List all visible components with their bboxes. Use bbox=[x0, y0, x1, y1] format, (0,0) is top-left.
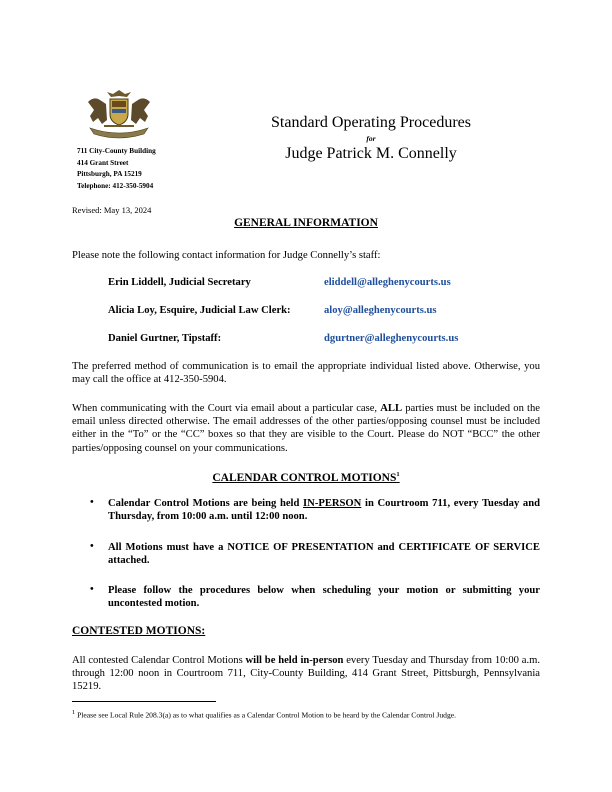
title-for: for bbox=[366, 134, 376, 143]
staff-email-link[interactable]: eliddell@alleghenycourts.us bbox=[324, 277, 451, 288]
bullet-icon: • bbox=[90, 497, 94, 508]
calendar-control-heading bbox=[72, 471, 540, 484]
contested-text: All contested Calendar Control Motions bbox=[72, 655, 246, 666]
office-address bbox=[77, 146, 156, 192]
staff-email-link[interactable]: dgurtner@alleghenycourts.us bbox=[324, 333, 459, 344]
address-line: Telephone: 412-350-5904 bbox=[77, 181, 154, 190]
email-instructions-paragraph bbox=[72, 402, 540, 455]
bullet-icon: • bbox=[90, 584, 94, 595]
bullet-text: All Motions must have a NOTICE OF PRESENTATION and CERTIFICATE OF SERVICE attached. bbox=[108, 542, 540, 567]
contested-text: every Tuesday and Thursday from 10:00 a.m. through 12:00 noon in Courtroom 711, City-County Building, 414 Grant Street, Pittsburgh, Pennsylvania 15219. bbox=[72, 655, 541, 693]
staff-intro: Please note the following contact information for Judge Connelly’s staff: bbox=[72, 250, 381, 261]
general-info-heading: GENERAL INFORMATION bbox=[234, 217, 378, 229]
contested-emphasis: will be held in-person bbox=[245, 655, 344, 666]
contested-motions-heading bbox=[72, 625, 205, 637]
email-para-text: parties must be included on the email unless directed otherwise. The email addresses of the other parties/opposing counsel must be included either in the “To” or the “CC” boxes so that they are visible to the Court. Please do NOT “BCC” the other parties/opposing counsel on your communications. bbox=[72, 403, 540, 454]
communication-method-paragraph: The preferred method of communication is to email the appropriate individual listed above. Otherwise, you may call the office at 412-350-5904. bbox=[72, 361, 540, 386]
staff-name: Daniel Gurtner, Tipstaff: bbox=[108, 333, 222, 344]
document-title: Standard Operating Procedures bbox=[271, 114, 471, 131]
staff-email-link[interactable]: aloy@alleghenycourts.us bbox=[324, 305, 437, 316]
address-line: Pittsburgh, PA 15219 bbox=[77, 170, 142, 178]
bullet-item bbox=[108, 584, 540, 610]
staff-name: Erin Liddell, Judicial Secretary bbox=[108, 277, 251, 288]
heading-colon: : bbox=[201, 625, 206, 637]
footnote-number: 1 bbox=[72, 709, 76, 716]
contested-heading-text: CONTESTED MOTIONS bbox=[72, 625, 202, 637]
contested-motions-paragraph bbox=[72, 654, 540, 694]
bullet-item bbox=[108, 541, 540, 567]
revised-date: Revised: May 13, 2024 bbox=[72, 205, 152, 215]
bullet-text: Please follow the procedures below when scheduling your motion or submitting your uncontested motion. bbox=[108, 585, 540, 610]
footnote-divider bbox=[72, 701, 216, 702]
email-para-emphasis: ALL bbox=[380, 403, 403, 414]
bullet-text: in Courtroom 711, every Tuesday and Thursday, from 10:00 a.m. until 12:00 noon. bbox=[108, 498, 540, 523]
staff-name: Alicia Loy, Esquire, Judicial Law Clerk: bbox=[108, 305, 291, 316]
footnote bbox=[72, 707, 540, 721]
address-line: 414 Grant Street bbox=[77, 158, 129, 167]
email-para-text: When communicating with the Court via email about a particular case, bbox=[72, 403, 381, 414]
bullet-item bbox=[108, 497, 540, 523]
bullet-text: Calendar Control Motions are being held bbox=[108, 498, 304, 509]
bullet-icon: • bbox=[90, 541, 94, 552]
county-seal-icon bbox=[80, 88, 158, 144]
bullet-emphasis: IN-PERSON bbox=[303, 498, 362, 509]
judge-name: Judge Patrick M. Connelly bbox=[285, 145, 457, 162]
address-line: 711 City-County Building bbox=[77, 147, 156, 155]
footnote-text: Please see Local Rule 208.3(a) as to what qualifies as a Calendar Control Motion to be heard by the Calendar Control Judge. bbox=[75, 710, 457, 720]
calendar-heading-text: CALENDAR CONTROL MOTIONS bbox=[212, 471, 397, 484]
footnote-marker[interactable]: 1 bbox=[396, 471, 400, 478]
